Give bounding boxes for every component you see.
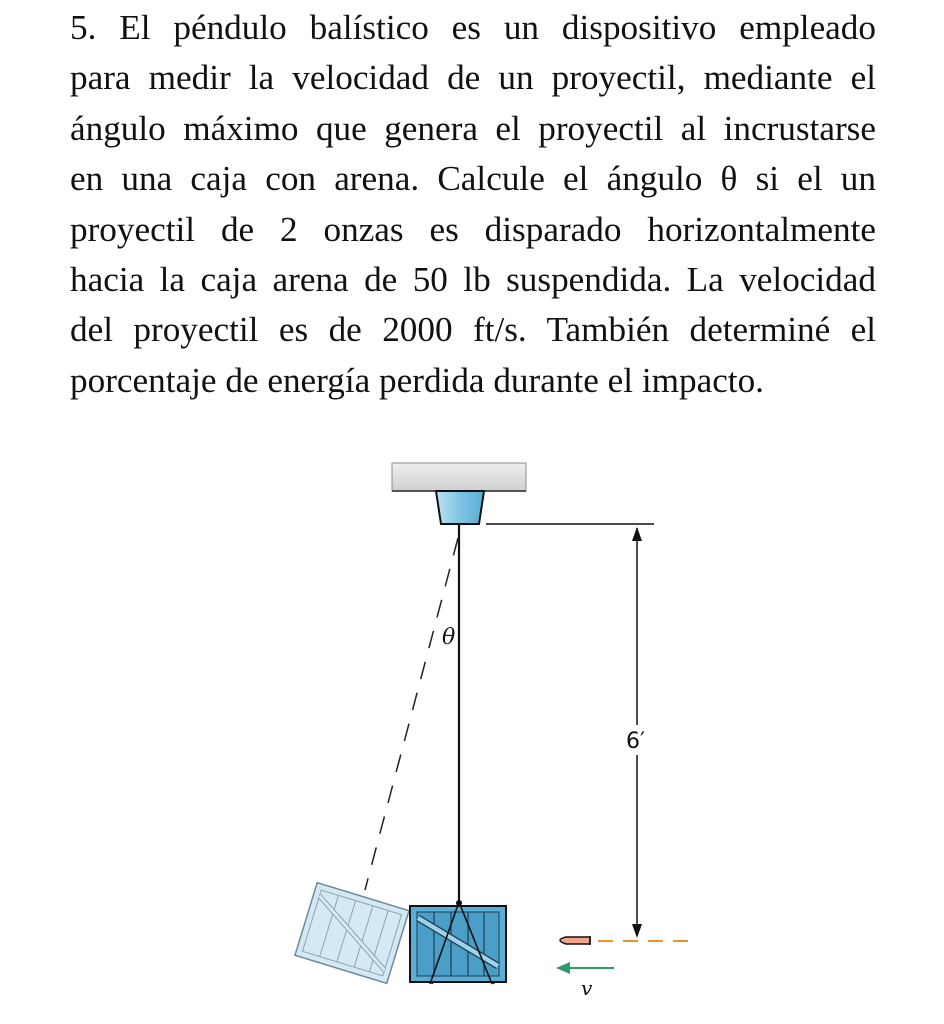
problem-line-5: proyectil de 2 onzas es disparado horizontalmente [70,209,876,249]
problem-line-6: hacia la caja arena de 50 lb suspendida. La velocidad [70,260,876,300]
problem-line-8: porcentaje de energía perdida durante el impacto. [70,360,764,400]
problem-line-1: 5. El péndulo balístico es un dispositivo empleado [70,8,876,47]
problem-line-7: del proyectil es de 2000 ft/s. También determiné el [70,310,876,350]
bullet [560,936,590,945]
problem-line-3: ángulo máximo que genera el proyectil al incrustarse [70,108,876,148]
ceiling [392,463,526,491]
angle-label: θ [442,625,456,650]
problem-line-4: en una caja con arena. Calcule el ángulo θ si el un [70,159,876,199]
crate-swung-ghost [295,883,409,984]
velocity-label: v [581,976,593,1000]
dimension-arrow-top [632,527,642,541]
pivot-mount [436,491,484,524]
sand-crate [410,906,506,982]
length-label: 6′ [626,729,645,754]
swung-rope-dashed [365,538,458,890]
velocity-arrowhead [556,962,570,974]
problem-line-2: para medir la velocidad de un proyectil, mediante el [70,58,876,98]
dimension-arrow-bottom [632,924,642,938]
